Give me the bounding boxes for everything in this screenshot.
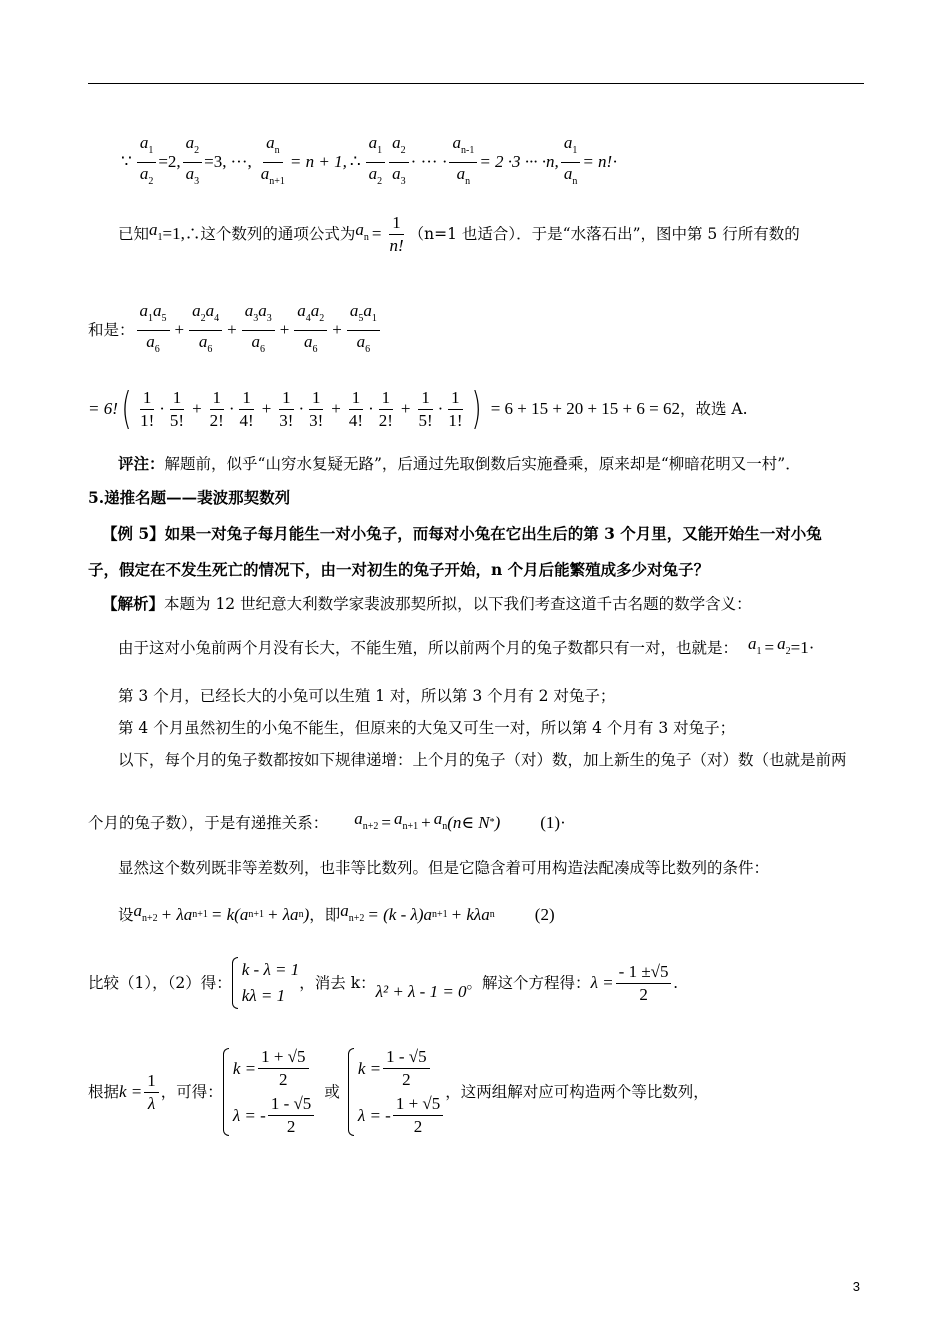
fraction: $\frac{a_2}{a_3}$ — [389, 134, 409, 191]
fraction: $\frac{a_n}{a_{n+1}}$ — [260, 132, 285, 187]
therefore-symbol: ∴ — [349, 152, 361, 171]
plus-sign: + — [400, 399, 411, 418]
sum-terms — [135, 302, 382, 359]
factorial-fraction: $\frac{1}{1!}$ — [140, 387, 155, 430]
paragraph-2: 第 3 个月，已经长大的小兔可以生殖 1 对，所以第 3 个月有 2 对兔子； — [118, 687, 616, 705]
factorial-fraction: $\frac{1}{1!}$ — [448, 387, 463, 430]
paragraph-7: 设 $a_{n+2}$ + λa n+1 = k(a n+1 + λa n ) ，即 $a_{n+2}$ = (k - λ)a n+1 + kλa n (2) — [118, 901, 555, 924]
dot-operator: · — [437, 399, 444, 418]
solution-system-1: k = $\frac{1 + √5}{2}$ λ = - $\frac{1 - √5}{2}$ — [223, 1048, 317, 1136]
example-line-1: 【例 5】 如果一对兔子每月能生一对小兔子，而每对小兔在它出生后的第 3 个月里，又能开始生一对小兔 — [102, 524, 822, 543]
a1-term: $a_1$ — [149, 220, 163, 243]
fraction: $\frac{a_{n-1}}{a_n}$ — [449, 134, 477, 191]
an-term: $a_n$ — [355, 220, 369, 243]
example-label: 【例 5】 — [102, 524, 165, 543]
left-paren: ( — [121, 383, 132, 434]
plus-sign: + — [279, 320, 290, 339]
dot-operator: · — [368, 399, 374, 418]
equation-system: k - λ = 1 kλ = 1 — [232, 957, 300, 1009]
paragraph-6: 显然这个数列既非等差数列，也非等比数列。但是它隐含着可用构造法配凑成等比数列的条件： — [118, 859, 770, 877]
solution-system-2: k = $\frac{1 - √5}{2}$ λ = - $\frac{1 + √5}{2}$ — [348, 1048, 445, 1136]
dot-operator: · — [298, 399, 305, 418]
paragraph-3: 第 4 个月虽然初生的小兔不能生，但原来的大兔又可生一对，所以第 4 个月有 3 对兔子； — [118, 719, 736, 737]
formula-line-2: 已知 $a_1$ =1, ∴这个数列的通项公式为 $a_n$ = $\frac{1}{n!}$ （n=1 也适合）．于是“水落石出”，图中第 5 行所有数的 — [118, 212, 800, 255]
paragraph-8: 比较（1），（2）得： k - λ = 1 kλ = 1 ，消去 k： λ² + λ - 1 = 0 。解这个方程得： λ = $\frac{- 1 \pm√5}{2}$ . — [88, 952, 678, 1014]
formula-line-4: = 6! ( $\frac{1}{1!}$ · $\frac{1}{5!}$ + $\frac{1}{2!}$ · $\frac{1}{4!}$ + $\frac{1}{3!}$ · $\frac{1}{3!}$ + $\frac{1}{4!}$ · $\frac{1}{2!}$ + $\frac{1}{5!}$ · $\frac{1}{1!}$ ) = 6 + 15 + 20 + 15 + 6 = 62 ，故选 A. — [88, 383, 748, 434]
fraction: $\frac{a_1}{a_2}$ — [137, 134, 157, 191]
page-number: 3 — [852, 1279, 860, 1294]
formula-line-1: ∵ $\frac{a_1}{a_2}$ =2, $\frac{a_2}{a_3}$ =3, ···, $\frac{a_n}{a_{n+1}}$ = n + 1, ∴ $\frac{a_1}{a_2}$ $\frac{a_2}{a_3}$ · ··· · $\frac{a_{n-1}}{a_n}$ = 2 ·3 ··· ·n, $\frac{a_1}{a_n}$ = n! · — [118, 135, 618, 189]
equation-tag: (2) — [534, 905, 555, 924]
sum-fraction: $\frac{a_5a_1}{a_6}$ — [347, 302, 380, 359]
dot-operator: · — [159, 399, 165, 418]
plus-sign: + — [227, 320, 237, 339]
fraction: $\frac{1}{\lambda}$ — [144, 1072, 159, 1113]
section-heading: 5.递推名题——裴波那契数列 — [88, 488, 291, 507]
fraction: $\frac{a_1}{a_n}$ — [561, 134, 581, 191]
comment-line: 评注： 解题前，似乎“山穷水复疑无路”，后通过先取倒数后实施叠乘，原来却是“柳暗花明又一村”． — [118, 454, 801, 473]
right-paren: ) — [470, 383, 482, 434]
analysis-line: 【解析】 本题为 12 世纪意大利数学家裴波那契所拟，以下我们考查这道千古名题的数学含义： — [102, 594, 752, 613]
fraction: $\frac{a_2}{a_3}$ — [183, 134, 203, 191]
paragraph-1: 由于这对小兔前两个月没有长大，不能生殖，所以前两个月的兔子数都只有一对，也就是： $a_1$ = $a_2$ =1 · — [118, 628, 814, 668]
sum-fraction: $\frac{a_4a_2}{a_6}$ — [294, 302, 327, 359]
fraction: $\frac{- 1 \pm√5}{2}$ — [616, 963, 672, 1004]
factorial-fraction: $\frac{1}{4!}$ — [348, 387, 364, 430]
sum-fraction: $\frac{a_1a_5}{a_6}$ — [137, 302, 170, 359]
fraction: $\frac{1}{n!}$ — [389, 212, 404, 255]
factorial-fraction: $\frac{1}{2!}$ — [378, 387, 393, 430]
factorial-fraction: $\frac{1}{3!}$ — [309, 387, 324, 430]
header-rule — [88, 83, 864, 84]
because-symbol: ∵ — [121, 152, 132, 171]
fraction: $\frac{a_1}{a_2}$ — [366, 134, 386, 191]
equation-tag: (1) — [540, 813, 561, 832]
formula-line-3: 和是： $\frac{a_1a_5}{a_6}$ + $\frac{a_2a_4}{a_6}$ + $\frac{a_3a_3}{a_6}$ + $\frac{a_4a_2}{a_6}$ + $\frac{a_5a_1}{a_6}$ — [88, 303, 382, 357]
plus-sign: + — [332, 320, 342, 339]
factorial-fraction: $\frac{1}{4!}$ — [239, 387, 254, 430]
sum-fraction: $\frac{a_2a_4}{a_6}$ — [189, 302, 222, 359]
analysis-label: 【解析】 — [102, 594, 165, 613]
plus-sign: + — [192, 399, 202, 418]
factorial-fraction: $\frac{1}{5!}$ — [169, 387, 185, 430]
factorial-fraction: $\frac{1}{2!}$ — [209, 387, 224, 430]
plus-sign: + — [261, 399, 272, 418]
a2-term: $a_2$ — [777, 634, 791, 657]
plus-sign: + — [331, 399, 341, 418]
example-line-2: 子，假定在不发生死亡的情况下，由一对初生的兔子开始，n 个月后能繁殖成多少对兔子？ — [88, 560, 710, 579]
pair-terms — [135, 389, 467, 430]
factorial-fraction: $\frac{1}{5!}$ — [418, 387, 433, 430]
plus-sign: + — [174, 320, 185, 339]
paragraph-4: 以下，每个月的兔子数都按如下规律递增：上个月的兔子（对）数，加上新生的兔子（对）数（也就是前两 — [118, 751, 847, 769]
paragraph-5: 个月的兔子数），于是有递推关系： $a_{n+2}$ = $a_{n+1}$ + $a_n$ (n∈ N * ) (1) · — [88, 809, 566, 832]
dot-operator: · — [228, 399, 235, 418]
paragraph-9: 根据 k = $\frac{1}{\lambda}$ ，可得： k = $\frac{1 + √5}{2}$ λ = - $\frac{1 - √5}{2}$ 或 k = $\frac{1 - √5}{2}$ λ = - $\frac{1 + √5}{2}$ ，这两组解对应可构造两个等比数列， — [88, 1047, 709, 1136]
a1-term: $a_1$ — [748, 634, 762, 657]
sum-fraction: $\frac{a_3a_3}{a_6}$ — [242, 302, 275, 359]
factorial-fraction: $\frac{1}{3!}$ — [279, 387, 294, 430]
comment-label: 评注： — [118, 454, 165, 473]
